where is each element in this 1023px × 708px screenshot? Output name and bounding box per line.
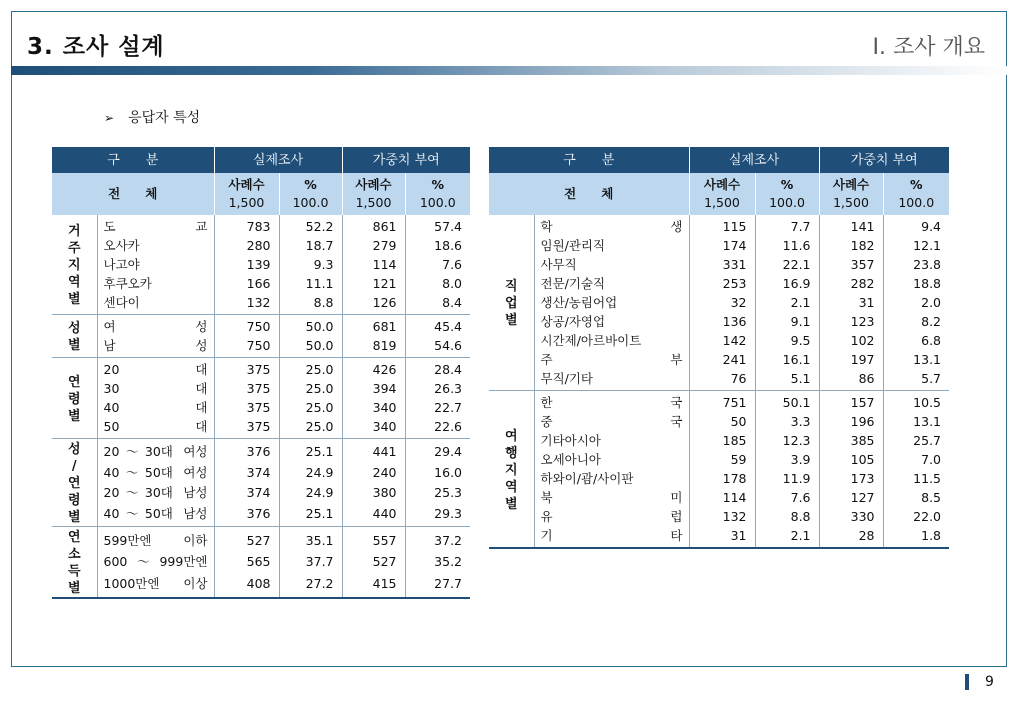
cases-actual: 114	[689, 488, 755, 507]
pct-actual: 7.7	[755, 215, 819, 236]
header-actual-survey: 실제조사	[214, 147, 342, 173]
pct-weighted: 10.5	[913, 395, 942, 410]
pct-weighted: 16.0	[434, 464, 463, 480]
pct-label: %	[304, 177, 317, 192]
table-row	[52, 462, 470, 483]
table-row	[52, 398, 470, 417]
cases-label: 사례수	[355, 177, 392, 192]
cases-label: 사례수	[228, 177, 265, 192]
row-label: 후쿠오카	[97, 274, 214, 293]
cases-actual: 174	[689, 236, 755, 255]
pct-weighted: 5.7	[883, 369, 949, 391]
group-label-char: 역	[504, 479, 518, 495]
row-label: 중 국	[534, 412, 689, 431]
pct-actual: 35.1	[279, 527, 342, 552]
group-label-char: 여	[504, 428, 518, 444]
pct-actual: 52.2	[279, 215, 342, 236]
total-label: 전 체	[489, 173, 689, 215]
cases-actual: 375	[214, 398, 279, 417]
cases-actual: 115	[689, 215, 755, 236]
pct-weighted: 35.2	[434, 554, 463, 570]
pct-actual: 50.0	[279, 315, 342, 337]
total-cell	[755, 173, 819, 215]
header-gradient-bar	[11, 66, 1007, 75]
cases-weighted: 394	[342, 379, 405, 398]
cases-actual: 31	[689, 526, 755, 548]
total-cell	[405, 173, 470, 215]
cases-actual: 50	[689, 412, 755, 431]
group-label-char: 지	[504, 462, 518, 478]
group-label-char: 직	[504, 279, 518, 294]
total-value: 1,500	[704, 195, 740, 210]
table-row	[489, 331, 949, 350]
table-row	[489, 431, 949, 450]
cases-actual: 32	[689, 293, 755, 312]
pct-weighted: 18.6	[434, 238, 463, 253]
group-label	[489, 215, 534, 391]
table-row	[489, 369, 949, 391]
group-label-char: 주	[67, 241, 81, 256]
table-row	[489, 507, 949, 526]
pct-weighted: 8.2	[921, 314, 942, 329]
row-label: 남 성	[97, 336, 214, 358]
pct-actual: 3.9	[755, 450, 819, 469]
group-label-char: 별	[67, 510, 81, 525]
cases-weighted: 105	[819, 450, 883, 469]
group-label	[52, 439, 97, 527]
pct-weighted: 18.8	[913, 276, 942, 291]
cases-weighted: 127	[819, 488, 883, 507]
total-label: 전 체	[52, 173, 214, 215]
group-label-char: 별	[504, 496, 518, 512]
header-weighted: 가중치 부여	[819, 147, 949, 173]
group-label-char: 별	[67, 408, 81, 424]
total-cell	[883, 173, 949, 215]
group-label-char: 령	[67, 493, 81, 508]
group-label-char: 연	[67, 530, 81, 545]
pct-weighted: 22.7	[434, 400, 463, 415]
cases-actual: 59	[689, 450, 755, 469]
pct-label: %	[431, 177, 445, 192]
total-cell	[342, 173, 405, 215]
total-value: 1,500	[355, 195, 392, 210]
row-label: 1000만엔 이상	[97, 573, 214, 598]
pct-actual: 7.6	[755, 488, 819, 507]
pct-weighted: 45.4	[434, 319, 463, 334]
cases-actual: 331	[689, 255, 755, 274]
cases-actual: 139	[214, 255, 279, 274]
cases-weighted: 357	[819, 255, 883, 274]
total-value: 100.0	[292, 195, 329, 210]
pct-weighted: 27.7	[405, 573, 470, 598]
cases-weighted: 441	[342, 439, 405, 462]
cases-weighted: 182	[819, 236, 883, 255]
cases-actual: 375	[214, 358, 279, 380]
cases-actual: 76	[689, 369, 755, 391]
cases-weighted: 196	[819, 412, 883, 431]
cases-weighted: 102	[819, 331, 883, 350]
cases-weighted: 340	[342, 417, 405, 439]
group-label	[52, 215, 97, 315]
group-label-char: 성	[67, 321, 81, 336]
cases-weighted: 415	[342, 573, 405, 598]
row-label: 20～30대 남성	[97, 482, 214, 503]
pct-actual: 9.3	[279, 255, 342, 274]
cases-weighted: 114	[342, 255, 405, 274]
total-value: 100.0	[898, 195, 935, 210]
table-row	[52, 236, 470, 255]
pct-actual: 50.0	[279, 336, 342, 358]
table-row	[52, 573, 470, 598]
row-label: 사무직	[534, 255, 689, 274]
cases-weighted: 141	[819, 215, 883, 236]
cases-weighted: 340	[342, 398, 405, 417]
group-label-char: 별	[67, 338, 81, 353]
row-label: 생산/농림어업	[534, 293, 689, 312]
table-row	[52, 439, 470, 462]
group-label-char: 성	[67, 442, 81, 457]
total-row	[52, 173, 470, 215]
cases-weighted: 126	[342, 293, 405, 315]
cases-actual: 375	[214, 417, 279, 439]
cases-weighted: 86	[819, 369, 883, 391]
table-row	[489, 312, 949, 331]
row-label: 기타아시아	[534, 431, 689, 450]
header-category: 구 분	[52, 147, 214, 173]
pct-weighted: 8.5	[921, 490, 942, 505]
total-value: 100.0	[419, 195, 456, 210]
total-cell	[279, 173, 342, 215]
group-label	[52, 358, 97, 439]
cases-weighted: 557	[342, 527, 405, 552]
pct-weighted: 28.4	[434, 362, 463, 377]
cases-weighted: 121	[342, 274, 405, 293]
table-row	[489, 391, 949, 413]
cases-weighted: 282	[819, 274, 883, 293]
pct-weighted: 25.7	[913, 433, 942, 448]
pct-actual: 3.3	[755, 412, 819, 431]
cases-weighted: 330	[819, 507, 883, 526]
pct-actual: 12.3	[755, 431, 819, 450]
group-label-char: 득	[67, 564, 81, 579]
row-label: 시간제/아르바이트	[534, 331, 689, 350]
table-row	[489, 488, 949, 507]
cases-actual: 166	[214, 274, 279, 293]
row-label: 상공/자영업	[534, 312, 689, 331]
pct-weighted: 8.4	[405, 293, 470, 315]
pct-weighted: 22.0	[913, 509, 942, 524]
cases-actual: 136	[689, 312, 755, 331]
row-label: 30 대	[97, 379, 214, 398]
cases-weighted: 440	[342, 503, 405, 526]
cases-weighted: 385	[819, 431, 883, 450]
pct-actual: 5.1	[755, 369, 819, 391]
table-row	[489, 215, 949, 236]
pct-weighted: 1.8	[883, 526, 949, 548]
table-row	[489, 412, 949, 431]
table-row	[489, 450, 949, 469]
table-row	[52, 215, 470, 236]
pct-weighted: 11.5	[913, 471, 942, 486]
cases-weighted: 173	[819, 469, 883, 488]
section-subtitle: 응답자 특성	[128, 110, 201, 126]
arrow-bullet-icon: ➢	[104, 111, 115, 125]
table-row	[489, 293, 949, 312]
pct-label: %	[780, 177, 794, 192]
group-label-char: 령	[67, 391, 81, 407]
total-cell	[214, 173, 279, 215]
cases-label: 사례수	[703, 177, 741, 192]
pct-weighted: 29.3	[405, 503, 470, 526]
cases-actual: 750	[214, 315, 279, 337]
cases-weighted: 28	[819, 526, 883, 548]
row-label: 도 교	[97, 215, 214, 236]
pct-weighted: 26.3	[434, 381, 463, 396]
pct-actual: 2.1	[755, 293, 819, 312]
cases-actual: 376	[214, 503, 279, 526]
cases-actual: 132	[214, 293, 279, 315]
pct-actual: 25.0	[279, 398, 342, 417]
table-row	[489, 526, 949, 548]
group-label-char: 행	[504, 445, 518, 461]
pct-actual: 8.8	[279, 293, 342, 315]
group-label-char: 소	[67, 547, 81, 562]
table-row	[52, 336, 470, 358]
row-label: 40～50대 남성	[97, 503, 214, 526]
table-row	[52, 255, 470, 274]
table-row	[52, 315, 470, 337]
cases-actual: 253	[689, 274, 755, 293]
group-label-char: 역	[67, 275, 81, 290]
cases-weighted: 527	[342, 551, 405, 573]
header-category: 구 분	[489, 147, 689, 173]
pct-actual: 24.9	[279, 482, 342, 503]
cases-weighted: 123	[819, 312, 883, 331]
row-label: 50 대	[97, 417, 214, 439]
pct-weighted: 12.1	[913, 238, 942, 253]
pct-actual: 16.1	[755, 350, 819, 369]
group-label-char: 연	[67, 476, 81, 491]
cases-weighted: 240	[342, 462, 405, 483]
cases-weighted: 31	[819, 293, 883, 312]
group-label-char: 지	[67, 258, 81, 273]
page-number: 9	[985, 674, 994, 690]
chapter-label: I. 조사 개요	[872, 35, 985, 60]
cases-weighted: 861	[342, 215, 405, 236]
table-row	[52, 379, 470, 398]
row-label: 한 국	[534, 391, 689, 413]
pct-label: %	[910, 177, 923, 192]
table-row	[52, 503, 470, 526]
pct-actual: 11.6	[755, 236, 819, 255]
footer-accent-bar	[965, 674, 969, 690]
row-label: 학 생	[534, 215, 689, 236]
pct-actual: 18.7	[279, 236, 342, 255]
cases-weighted: 279	[342, 236, 405, 255]
pct-weighted: 2.0	[921, 295, 942, 310]
group-label-char: 별	[67, 581, 81, 596]
table-row	[489, 350, 949, 369]
section-bullet	[104, 107, 200, 127]
pct-weighted: 23.8	[913, 257, 942, 272]
row-label: 전문/기술직	[534, 274, 689, 293]
cases-label: 사례수	[832, 177, 870, 192]
pct-actual: 11.9	[755, 469, 819, 488]
pct-weighted: 8.0	[442, 276, 463, 291]
pct-actual: 25.0	[279, 379, 342, 398]
cases-actual: 408	[214, 573, 279, 598]
row-label: 하와이/괌/사이판	[534, 469, 689, 488]
total-value: 100.0	[769, 195, 805, 210]
row-label: 600～999만엔	[97, 551, 214, 573]
pct-weighted: 9.4	[921, 219, 942, 234]
cases-actual: 527	[214, 527, 279, 552]
pct-weighted: 7.6	[442, 257, 463, 272]
row-label: 40～50대 여성	[97, 462, 214, 483]
row-label: 기 타	[534, 526, 689, 548]
respondent-table-right	[489, 147, 949, 549]
cases-weighted: 197	[819, 350, 883, 369]
cases-actual: 783	[214, 215, 279, 236]
row-label: 무직/기타	[534, 369, 689, 391]
group-label-char: 거	[67, 224, 81, 239]
table-row	[489, 236, 949, 255]
row-label: 센다이	[97, 293, 214, 315]
pct-weighted: 25.3	[434, 485, 463, 501]
row-label: 20～30대 여성	[97, 439, 214, 462]
table-row	[489, 255, 949, 274]
row-label: 40 대	[97, 398, 214, 417]
group-label	[52, 527, 97, 599]
pct-actual: 25.1	[279, 503, 342, 526]
pct-actual: 50.1	[755, 391, 819, 413]
table-row	[52, 417, 470, 439]
cases-weighted: 157	[819, 391, 883, 413]
cases-weighted: 426	[342, 358, 405, 380]
group-label-char: /	[71, 459, 77, 474]
cases-actual: 375	[214, 379, 279, 398]
pct-actual: 9.5	[755, 331, 819, 350]
pct-weighted: 22.6	[405, 417, 470, 439]
cases-actual: 565	[214, 551, 279, 573]
pct-actual: 11.1	[279, 274, 342, 293]
header-actual-survey: 실제조사	[689, 147, 819, 173]
cases-actual: 280	[214, 236, 279, 255]
pct-actual: 9.1	[755, 312, 819, 331]
group-label	[52, 315, 97, 358]
pct-weighted: 13.1	[913, 414, 942, 429]
pct-weighted: 29.4	[434, 443, 463, 459]
group-label-char: 별	[67, 292, 81, 307]
table-row	[52, 482, 470, 503]
total-cell	[819, 173, 883, 215]
row-label: 여 성	[97, 315, 214, 337]
cases-actual: 178	[689, 469, 755, 488]
pct-actual: 25.1	[279, 439, 342, 462]
pct-actual: 25.0	[279, 417, 342, 439]
group-label-char: 업	[504, 296, 518, 311]
pct-weighted: 6.8	[921, 333, 942, 348]
total-value: 1,500	[228, 195, 265, 210]
cases-weighted: 819	[342, 336, 405, 358]
cases-actual: 751	[689, 391, 755, 413]
cases-actual: 750	[214, 336, 279, 358]
cases-actual: 241	[689, 350, 755, 369]
row-label: 임원/관리직	[534, 236, 689, 255]
cases-weighted: 380	[342, 482, 405, 503]
page-title: 3. 조사 설계	[27, 34, 165, 60]
row-label: 주 부	[534, 350, 689, 369]
row-label: 599만엔 이하	[97, 527, 214, 552]
row-label: 20 대	[97, 358, 214, 380]
total-cell	[689, 173, 755, 215]
pct-weighted: 54.6	[405, 336, 470, 358]
pct-actual: 2.1	[755, 526, 819, 548]
pct-actual: 8.8	[755, 507, 819, 526]
pct-weighted: 57.4	[434, 219, 463, 234]
cases-weighted: 681	[342, 315, 405, 337]
pct-weighted: 37.2	[434, 532, 463, 548]
row-label: 오사카	[97, 236, 214, 255]
cases-actual: 142	[689, 331, 755, 350]
row-label: 북 미	[534, 488, 689, 507]
group-label-char: 연	[67, 374, 81, 390]
respondent-table-left	[52, 147, 470, 599]
table-row	[489, 469, 949, 488]
pct-actual: 16.9	[755, 274, 819, 293]
pct-actual: 22.1	[755, 255, 819, 274]
row-label: 유 럽	[534, 507, 689, 526]
pct-weighted: 7.0	[921, 452, 942, 467]
table-row	[489, 274, 949, 293]
row-label: 나고야	[97, 255, 214, 274]
cases-actual: 374	[214, 462, 279, 483]
cases-actual: 185	[689, 431, 755, 450]
group-label-char: 별	[504, 313, 518, 328]
header-weighted: 가중치 부여	[342, 147, 470, 173]
total-value: 1,500	[833, 195, 869, 210]
table-row	[52, 527, 470, 552]
table-row	[52, 293, 470, 315]
cases-actual: 376	[214, 439, 279, 462]
row-label: 오세아니아	[534, 450, 689, 469]
pct-actual: 25.0	[279, 358, 342, 380]
pct-actual: 37.7	[279, 551, 342, 573]
table-row	[52, 274, 470, 293]
cases-actual: 132	[689, 507, 755, 526]
group-label	[489, 391, 534, 549]
pct-actual: 27.2	[279, 573, 342, 598]
cases-actual: 374	[214, 482, 279, 503]
pct-weighted: 13.1	[913, 352, 942, 367]
pct-actual: 24.9	[279, 462, 342, 483]
table-row	[52, 551, 470, 573]
total-row	[489, 173, 949, 215]
table-row	[52, 358, 470, 380]
